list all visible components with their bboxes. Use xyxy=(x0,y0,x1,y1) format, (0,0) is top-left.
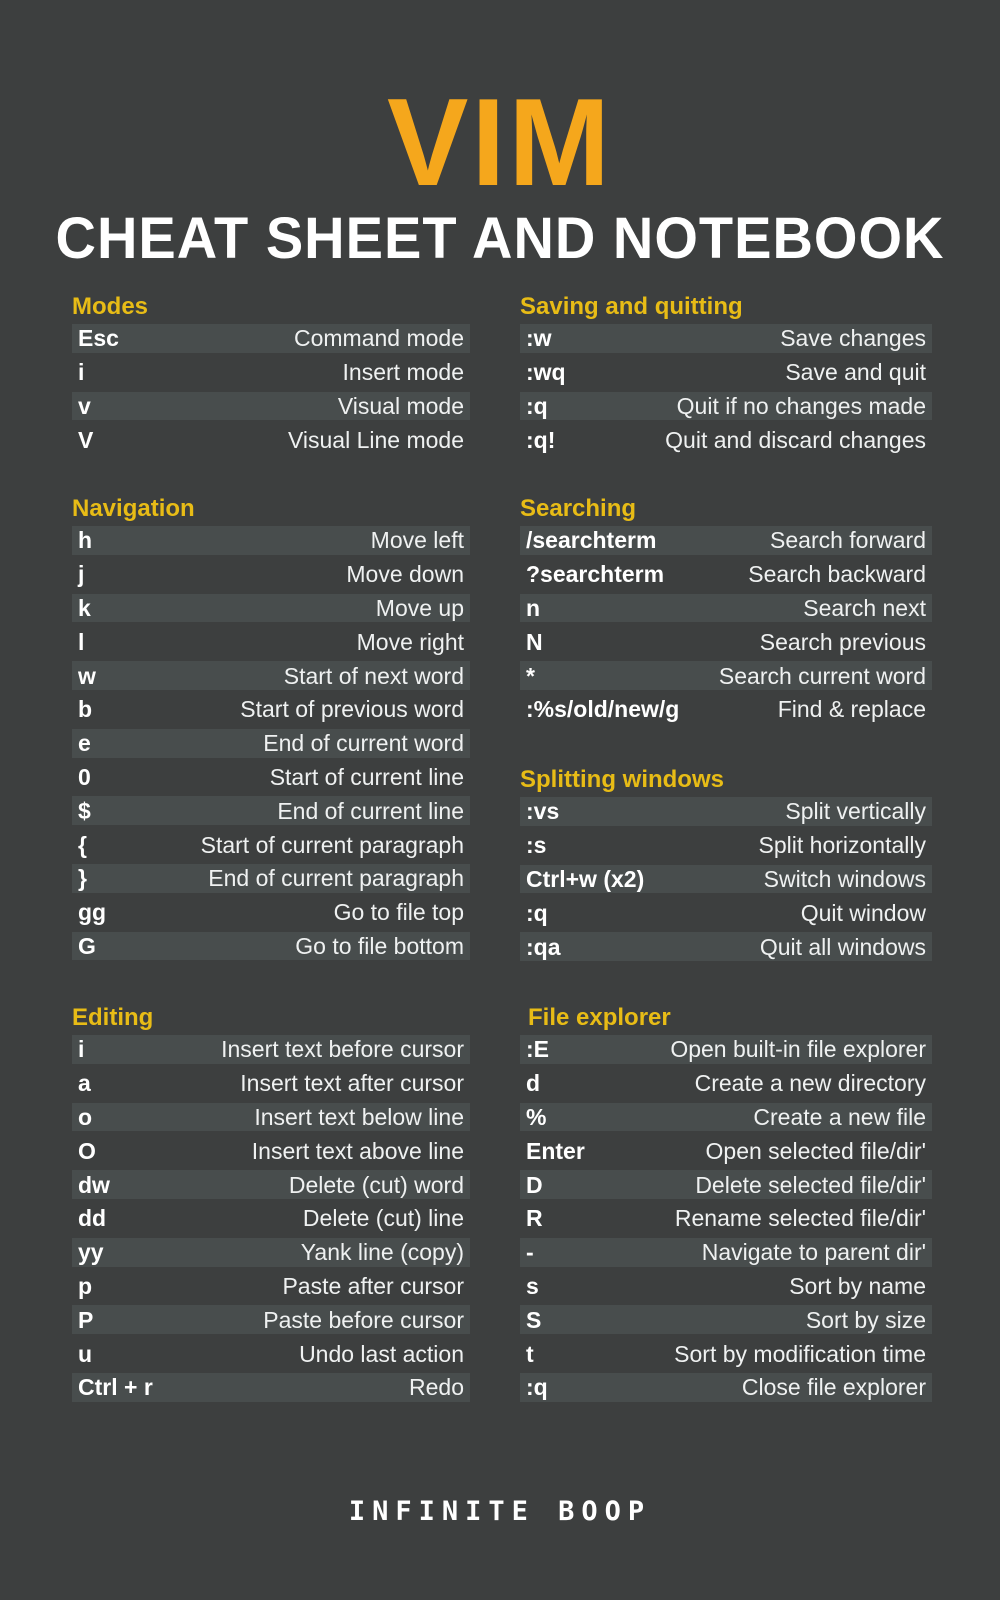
shortcut-description: Start of next word xyxy=(283,662,464,689)
shortcut-row xyxy=(520,1069,932,1103)
shortcut-key: n xyxy=(526,594,541,621)
section-navigation xyxy=(72,494,470,965)
shortcut-description: Go to file bottom xyxy=(295,932,464,959)
shortcut-key: o xyxy=(78,1103,93,1130)
shortcut-description: Delete (cut) word xyxy=(288,1171,464,1198)
shortcut-key: D xyxy=(526,1171,543,1198)
shortcut-row xyxy=(520,1373,932,1407)
shortcut-description: Move up xyxy=(375,594,464,621)
shortcut-description: Insert text after cursor xyxy=(240,1070,464,1097)
shortcut-key: :vs xyxy=(526,798,560,825)
shortcut-key: * xyxy=(526,662,535,689)
shortcut-description: Quit all windows xyxy=(759,933,926,960)
section-title-navigation: Navigation xyxy=(72,495,195,522)
shortcut-row xyxy=(520,526,932,560)
shortcut-row xyxy=(72,358,470,392)
shortcut-row xyxy=(520,831,932,865)
shortcut-key: :E xyxy=(526,1036,549,1063)
shortcut-key: h xyxy=(78,527,93,554)
shortcut-description: Split horizontally xyxy=(758,832,926,859)
shortcut-description: Switch windows xyxy=(763,865,926,892)
shortcut-description: Quit window xyxy=(800,899,926,926)
shortcut-row xyxy=(72,1373,470,1407)
shortcut-key: d xyxy=(526,1070,541,1097)
shortcut-row xyxy=(72,1305,470,1339)
shortcut-key: :wq xyxy=(526,359,566,386)
shortcut-row xyxy=(520,1204,932,1238)
shortcut-row xyxy=(72,932,470,966)
shortcut-description: Visual mode xyxy=(337,392,464,419)
shortcut-row xyxy=(520,865,932,899)
shortcut-key: b xyxy=(78,696,93,723)
shortcut-description: Save and quit xyxy=(785,359,926,386)
shortcut-key: ?searchterm xyxy=(526,561,665,588)
shortcut-key: Enter xyxy=(526,1137,585,1164)
section-saving-and-quitting xyxy=(520,292,932,459)
shortcut-row xyxy=(520,1170,932,1204)
shortcut-row xyxy=(72,1238,470,1272)
shortcut-row xyxy=(520,627,932,661)
shortcut-description: Save changes xyxy=(780,325,926,352)
shortcut-key: t xyxy=(526,1340,534,1367)
shortcut-row xyxy=(520,392,932,426)
shortcut-key: P xyxy=(78,1306,94,1333)
section-title-splitting: Splitting windows xyxy=(520,766,724,793)
shortcut-description: Redo xyxy=(409,1374,464,1401)
shortcut-description: Sort by modification time xyxy=(674,1340,926,1367)
shortcut-row xyxy=(72,425,470,459)
shortcut-key: w xyxy=(78,662,96,689)
shortcut-description: Delete selected file/dir' xyxy=(695,1171,926,1198)
shortcut-row xyxy=(72,526,470,560)
shortcut-description: Open selected file/dir' xyxy=(705,1137,926,1164)
shortcut-row xyxy=(520,1305,932,1339)
shortcut-key: p xyxy=(78,1272,93,1299)
shortcut-key: Esc xyxy=(78,325,119,352)
shortcut-description: Paste after cursor xyxy=(282,1272,464,1299)
shortcut-description: Quit and discard changes xyxy=(665,426,926,453)
shortcut-key: i xyxy=(78,359,85,386)
shortcut-description: Insert text above line xyxy=(251,1137,464,1164)
shortcut-key: - xyxy=(526,1239,534,1266)
section-modes xyxy=(72,292,470,459)
shortcut-description: Start of current paragraph xyxy=(200,831,464,858)
section-file-explorer xyxy=(520,1003,932,1407)
shortcut-row xyxy=(72,661,470,695)
brand-footer: INFINITE BOOP xyxy=(348,1496,652,1527)
shortcut-row xyxy=(520,1103,932,1137)
shortcut-row xyxy=(72,392,470,426)
shortcut-key: V xyxy=(78,426,94,453)
section-title-saving: Saving and quitting xyxy=(520,293,743,320)
shortcut-description: Search forward xyxy=(770,527,926,554)
shortcut-row xyxy=(520,797,932,831)
shortcut-key: dd xyxy=(78,1205,107,1232)
shortcut-key: e xyxy=(78,730,91,757)
shortcut-key: } xyxy=(78,865,87,892)
shortcut-row xyxy=(72,560,470,594)
shortcut-row xyxy=(520,594,932,628)
shortcut-description: End of current word xyxy=(263,730,464,757)
shortcut-key: :q xyxy=(526,899,548,926)
shortcut-description: Sort by size xyxy=(805,1306,926,1333)
shortcut-row xyxy=(520,661,932,695)
shortcut-row xyxy=(72,796,470,830)
shortcut-row xyxy=(520,425,932,459)
shortcut-description: Start of previous word xyxy=(240,696,464,723)
shortcut-row xyxy=(72,864,470,898)
shortcut-description: Search previous xyxy=(759,628,926,655)
shortcut-key: { xyxy=(78,831,87,858)
shortcut-row xyxy=(520,358,932,392)
section-title-searching: Searching xyxy=(520,495,637,522)
section-searching xyxy=(520,494,932,729)
section-title-editing: Editing xyxy=(72,1004,154,1031)
shortcut-key: yy xyxy=(78,1239,104,1266)
shortcut-description: Go to file top xyxy=(333,899,464,926)
shortcut-row xyxy=(520,1035,932,1069)
shortcut-description: Create a new directory xyxy=(694,1070,926,1097)
shortcut-description: Move down xyxy=(346,561,464,588)
shortcut-row xyxy=(72,1272,470,1306)
shortcut-row xyxy=(72,830,470,864)
shortcut-row xyxy=(72,1035,470,1069)
shortcut-description: Move left xyxy=(370,527,464,554)
shortcut-description: Search backward xyxy=(748,561,926,588)
shortcut-key: :q xyxy=(526,1374,548,1401)
shortcut-description: Close file explorer xyxy=(741,1374,926,1401)
shortcut-row xyxy=(72,594,470,628)
shortcut-row xyxy=(72,1136,470,1170)
shortcut-description: Split vertically xyxy=(785,798,926,825)
shortcut-key: :w xyxy=(526,325,552,352)
section-editing xyxy=(72,1003,470,1407)
shortcut-key: dw xyxy=(78,1171,110,1198)
shortcut-description: Yank line (copy) xyxy=(300,1239,464,1266)
section-title-file-explorer: File explorer xyxy=(528,1004,671,1031)
shortcut-description: Insert mode xyxy=(342,359,464,386)
shortcut-description: Sort by name xyxy=(789,1272,926,1299)
shortcut-row xyxy=(72,1204,470,1238)
shortcut-key: /searchterm xyxy=(526,527,657,554)
shortcut-key: l xyxy=(78,628,85,655)
shortcut-description: Open built-in file explorer xyxy=(670,1036,926,1063)
shortcut-key: S xyxy=(526,1306,542,1333)
shortcut-key: % xyxy=(526,1103,547,1130)
shortcut-description: Paste before cursor xyxy=(263,1306,464,1333)
shortcut-key: :qa xyxy=(526,933,561,960)
shortcut-row xyxy=(520,695,932,729)
page-subtitle: CHEAT SHEET AND NOTEBOOK xyxy=(55,204,945,271)
shortcut-row xyxy=(72,1069,470,1103)
shortcut-row xyxy=(72,729,470,763)
shortcut-key: :q! xyxy=(526,426,556,453)
shortcut-description: Insert text below line xyxy=(254,1103,464,1130)
shortcut-key: R xyxy=(526,1205,543,1232)
shortcut-key: :%s/old/new/g xyxy=(526,696,680,723)
shortcut-row xyxy=(72,1103,470,1137)
shortcut-key: v xyxy=(78,392,91,419)
shortcut-row xyxy=(520,1136,932,1170)
shortcut-key: k xyxy=(78,594,91,621)
shortcut-key: :s xyxy=(526,832,547,859)
shortcut-key: u xyxy=(78,1340,93,1367)
shortcut-row xyxy=(520,560,932,594)
shortcut-key: Ctrl + r xyxy=(78,1374,153,1401)
shortcut-row xyxy=(72,898,470,932)
shortcut-description: Search current word xyxy=(718,662,926,689)
shortcut-row xyxy=(72,1339,470,1373)
shortcut-key: Ctrl+w (x2) xyxy=(526,865,645,892)
shortcut-description: Visual Line mode xyxy=(287,426,464,453)
shortcut-description: Navigate to parent dir' xyxy=(701,1239,926,1266)
shortcut-row xyxy=(72,1170,470,1204)
shortcut-key: :q xyxy=(526,392,548,419)
shortcut-description: Find & replace xyxy=(777,696,926,723)
shortcut-row xyxy=(72,324,470,358)
shortcut-description: Quit if no changes made xyxy=(676,392,926,419)
shortcut-row xyxy=(72,627,470,661)
page-title: VIM xyxy=(387,72,613,212)
shortcut-row xyxy=(72,695,470,729)
section-splitting-windows xyxy=(520,765,932,966)
shortcut-row xyxy=(520,1272,932,1306)
shortcut-description: Command mode xyxy=(293,325,464,352)
shortcut-key: s xyxy=(526,1272,539,1299)
section-title-modes: Modes xyxy=(72,293,149,320)
shortcut-row xyxy=(72,763,470,797)
shortcut-description: Insert text before cursor xyxy=(221,1036,464,1063)
shortcut-description: Search next xyxy=(803,594,926,621)
shortcut-key: a xyxy=(78,1070,91,1097)
shortcut-key: N xyxy=(526,628,543,655)
shortcut-row xyxy=(520,932,932,966)
shortcut-description: Create a new file xyxy=(753,1103,926,1130)
shortcut-description: Delete (cut) line xyxy=(302,1205,464,1232)
shortcut-row xyxy=(520,1339,932,1373)
shortcut-key: j xyxy=(78,561,85,588)
shortcut-key: $ xyxy=(78,797,91,824)
shortcut-description: Start of current line xyxy=(269,763,464,790)
shortcut-key: G xyxy=(78,932,96,959)
shortcut-row xyxy=(520,898,932,932)
shortcut-key: O xyxy=(78,1137,96,1164)
shortcut-description: End of current line xyxy=(277,797,464,824)
shortcut-row xyxy=(520,1238,932,1272)
shortcut-key: i xyxy=(78,1036,85,1063)
shortcut-description: Undo last action xyxy=(299,1340,464,1367)
shortcut-key: gg xyxy=(78,899,107,926)
shortcut-key: 0 xyxy=(78,763,91,790)
shortcut-description: Rename selected file/dir' xyxy=(674,1205,926,1232)
shortcut-description: Move right xyxy=(356,628,464,655)
shortcut-description: End of current paragraph xyxy=(208,865,464,892)
shortcut-row xyxy=(520,324,932,358)
